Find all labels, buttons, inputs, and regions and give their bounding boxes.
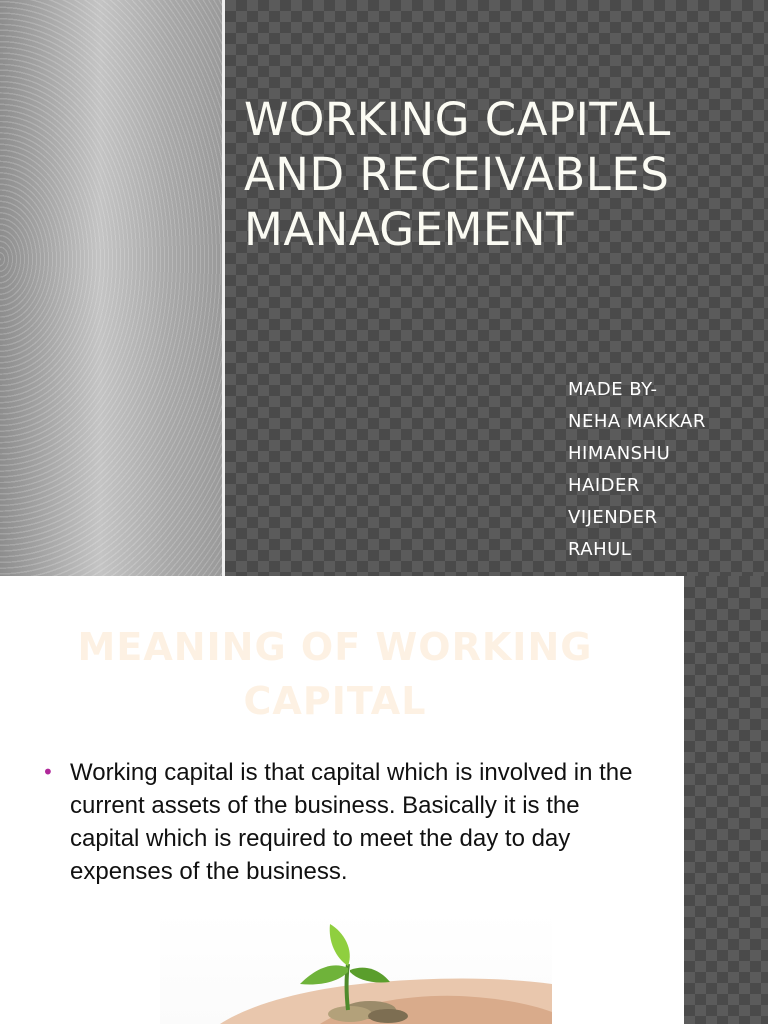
authors-list — [568, 374, 706, 566]
diamond-pattern-strip — [684, 576, 768, 1024]
author-line: VIJENDER — [568, 507, 658, 528]
author-line: MADE BY- — [568, 379, 658, 400]
plant-in-hands-image — [160, 912, 552, 1024]
slide-heading: MEANING OF WORKING CAPITAL — [77, 625, 593, 723]
bullet-text: Working capital is that capital which is involved in the current assets of the business. Basically it is the capital which is required to meet the day to day expenses of the business. — [70, 759, 633, 885]
bullet-marker-icon: • — [42, 760, 54, 784]
plant-coins-illustration — [160, 912, 552, 1024]
slide-title: WORKING CAPITAL AND RECEIVABLES MANAGEMENT — [244, 93, 671, 256]
author-line: RAHUL — [568, 539, 632, 560]
author-line: HAIDER — [568, 475, 640, 496]
author-line: HIMANSHU — [568, 443, 671, 464]
content-slide — [0, 576, 684, 1024]
decorative-gradient-panel — [0, 0, 222, 576]
author-line: NEHA MAKKAR — [568, 411, 706, 432]
